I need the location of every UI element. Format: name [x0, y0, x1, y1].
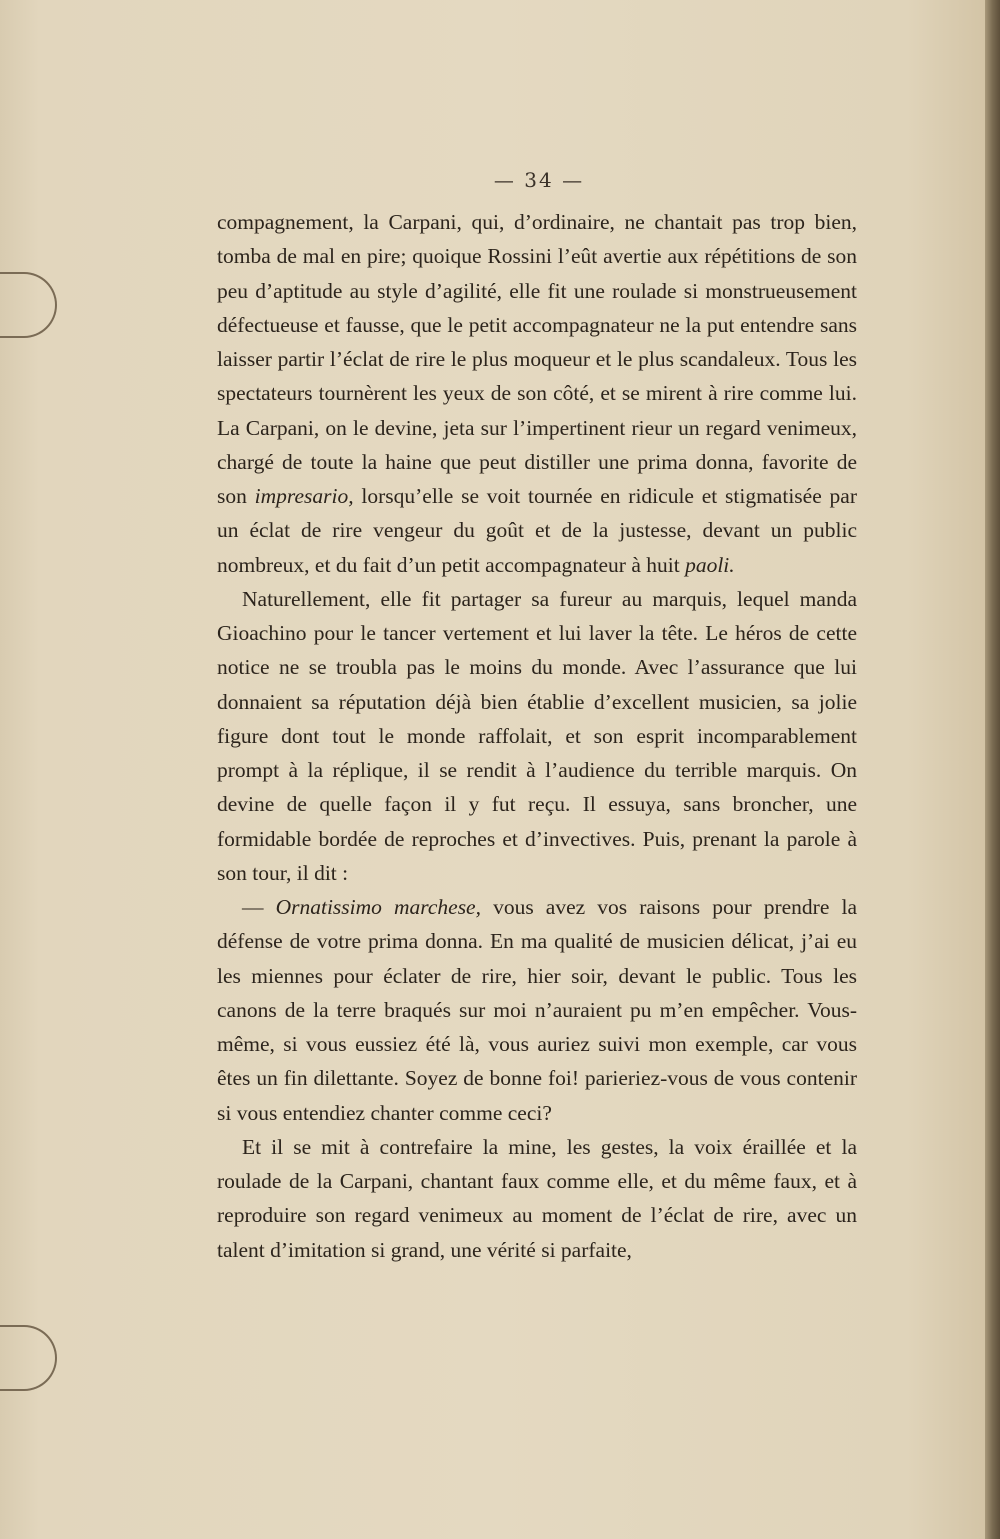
body-text: [217, 205, 857, 1267]
binding-clip-bottom: [0, 1325, 57, 1391]
paragraph: [217, 582, 857, 890]
paragraph: [217, 1130, 857, 1267]
text-run: Et il se mit à contrefaire la mine, les gestes, la voix éraillée et la roulade de la Carpani, chantant faux comme elle, et du même faux, et à reproduire son regard venimeux au moment de l’éclat de rire, avec un talent d’imitation si grand, une vérité si parfaite,: [217, 1134, 857, 1262]
text-run: —: [242, 895, 276, 919]
text-run: vous avez vos raisons pour prendre la défense de votre prima donna. En ma qualité de musicien délicat, j’ai eu les miennes pour éclater de rire, hier soir, devant le public. Tous les canons de la terre braqués sur moi n’auraient pu m’en empêcher. Vous-même, si vous eussiez été là, vous auriez suivi mon exemple, car vous êtes un fin dilettante. Soyez de bonne foi! parieriez-vous de vous contenir si vous entendiez chanter comme ceci?: [217, 895, 857, 1125]
binding-clip-top: [0, 272, 57, 338]
italic-text: impresario,: [254, 484, 354, 508]
italic-text: Ornatissimo marchese,: [275, 895, 481, 919]
text-run: lorsqu’elle se voit tournée en ridicule et stigmatisée par un éclat de rire vengeur du goût et de la justesse, devant un public nombreux, et du fait d’un petit accompagnateur à huit: [217, 484, 857, 577]
paragraph: [217, 205, 857, 582]
text-run: compagnement, la Carpani, qui, d’ordinaire, ne chantait pas trop bien, tomba de mal en pire; quoique Rossini l’eût avertie aux répétitions de son peu d’aptitude au style d’agilité, elle fit une roulade si monstrueusement défectueuse et fausse, que le petit accompagnateur ne la put entendre sans laisser partir l’éclat de rire le plus moqueur et le plus scandaleux. Tous les spectateurs tournèrent les yeux de son côté, et se mirent à rire comme lui. La Carpani, on le devine, jeta sur l’impertinent rieur un regard venimeux, chargé de toute la haine que peut distiller une prima donna, favorite de son: [217, 210, 857, 508]
book-spine: [985, 0, 1000, 1539]
italic-text: paoli.: [685, 552, 735, 577]
page-number: — 34 —: [493, 168, 585, 192]
text-run: Naturellement, elle fit partager sa fureur au marquis, lequel manda Gioachino pour le tancer vertement et lui laver la tête. Le héros de cette notice ne se troubla pas le moins du monde. Avec l’assurance que lui donnaient sa réputation déjà bien établie d’excellent musicien, sa jolie figure dont tout le monde raffolait, et son esprit incomparablement prompt à la réplique, il se rendit à l’audience du terrible marquis. On devine de quelle façon il y fut reçu. Il essuya, sans broncher, une formidable bordée de reproches et d’invectives. Puis, prenant la parole à son tour, il dit :: [217, 586, 857, 885]
paragraph: [217, 890, 857, 1130]
